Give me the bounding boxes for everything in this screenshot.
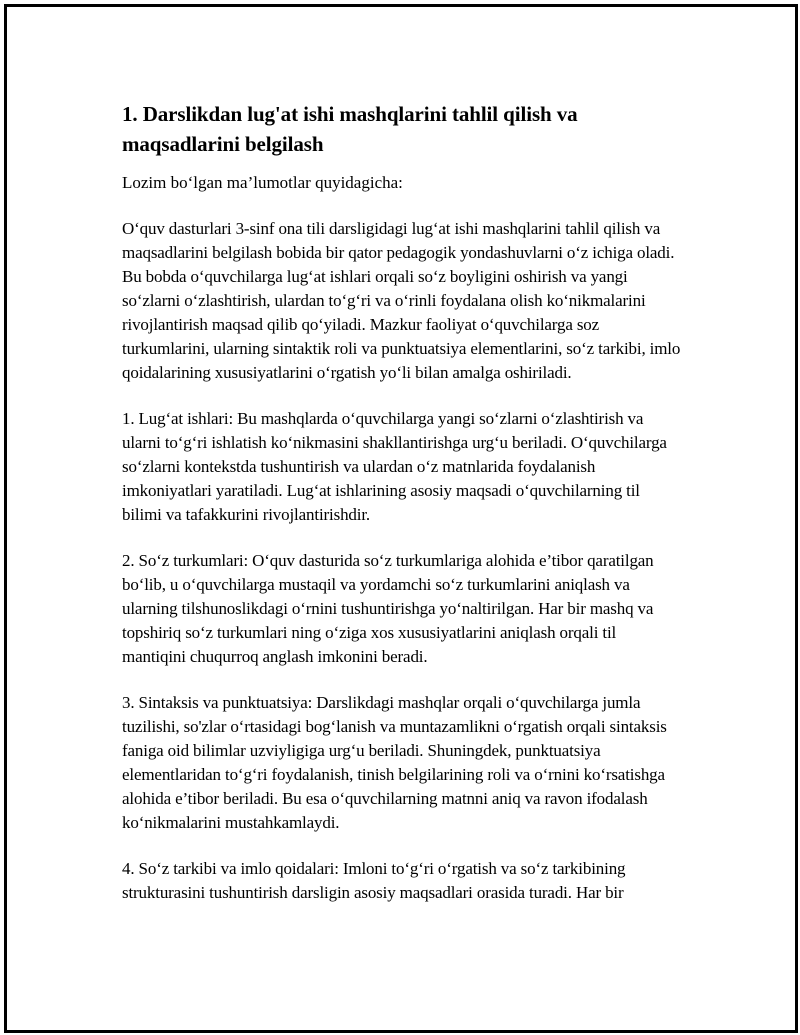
intro-text: Lozim bo‘lgan ma’lumotlar quyidagicha:: [122, 173, 403, 192]
paragraph-vocabulary-work: 1. Lug‘at ishlari: Bu mashqlarda o‘quvchilarga yangi so‘zlarni o‘zlashtirish va ularni to‘g‘ri ishlatish ko‘nikmasini shakllantirishga urg‘u beriladi. O‘quvchilarga so‘zlarni kontekstda tushuntirish va ulardan o‘z matnlarida foydalanish imkoniyatlari yaratiladi. Lug‘at ishlarining asosiy maqsadi o‘quvchilarning til bilimi va tafakkurini rivojlantirishdir.: [122, 409, 667, 524]
paragraph-word-structure-spelling: 4. So‘z tarkibi va imlo qoidalari: Imloni to‘g‘ri o‘rgatish va so‘z tarkibining strukturasini tushuntirish darsligin asosiy maqsadlari orasida turadi. Har bir: [122, 859, 626, 902]
document-title: 1. Darslikdan lug'at ishi mashqlarini tahlil qilish va maqsadlarini belgilash: [122, 102, 578, 156]
paragraph-word-classes: 2. So‘z turkumlari: O‘quv dasturida so‘z turkumlariga alohida e’tibor qaratilgan bo‘lib, u o‘quvchilarga mustaqil va yordamchi so‘z turkumlarini aniqlash va ularning tilshunoslikdagi o‘rnini tushuntirishga yo‘naltirilgan. Har bir mashq va topshiriq so‘z turkumlari ning o‘ziga xos xususiyatlarini aniqlash orqali til mantiqini chuqurroq anglash imkonini beradi.: [122, 551, 654, 666]
page-frame: [4, 4, 798, 1033]
document-body: [122, 99, 682, 927]
paragraph-syntax-punctuation: 3. Sintaksis va punktuatsiya: Darslikdagi mashqlar orqali o‘quvchilarga jumla tuzilishi, so'zlar o‘rtasidagi bog‘lanish va muntazamlikni o‘rgatish orqali sintaksis faniga oid bilimlar uzviyligiga urg‘u beriladi. Shuningdek, punktuatsiya elementlaridan to‘g‘ri foydalanish, tinish belgilarining roli va o‘rnini ko‘rsatishga alohida e’tibor beriladi. Bu esa o‘quvchilarning matnni aniq va ravon ifodalash ko‘nikmalarini mustahkamlaydi.: [122, 693, 667, 832]
paragraph-overview: O‘quv dasturlari 3-sinf ona tili darsligidagi lug‘at ishi mashqlarini tahlil qilish va maqsadlarini belgilash bobida bir qator pedagogik yondashuvlarni o‘z ichiga oladi. Bu bobda o‘quvchilarga lug‘at ishlari orqali so‘z boyligini oshirish va yangi so‘zlarni o‘zlashtirish, ulardan to‘g‘ri va o‘rinli foydalana olish ko‘nikmalarini rivojlantirish maqsad qilib qo‘yiladi. Mazkur faoliyat o‘quvchilarga soz turkumlarini, ularning sintaktik roli va punktuatsiya elementlarini, so‘z tarkibi, imlo qoidalarining xususiyatlarini o‘rgatish yo‘li bilan amalga oshiriladi.: [122, 219, 681, 382]
